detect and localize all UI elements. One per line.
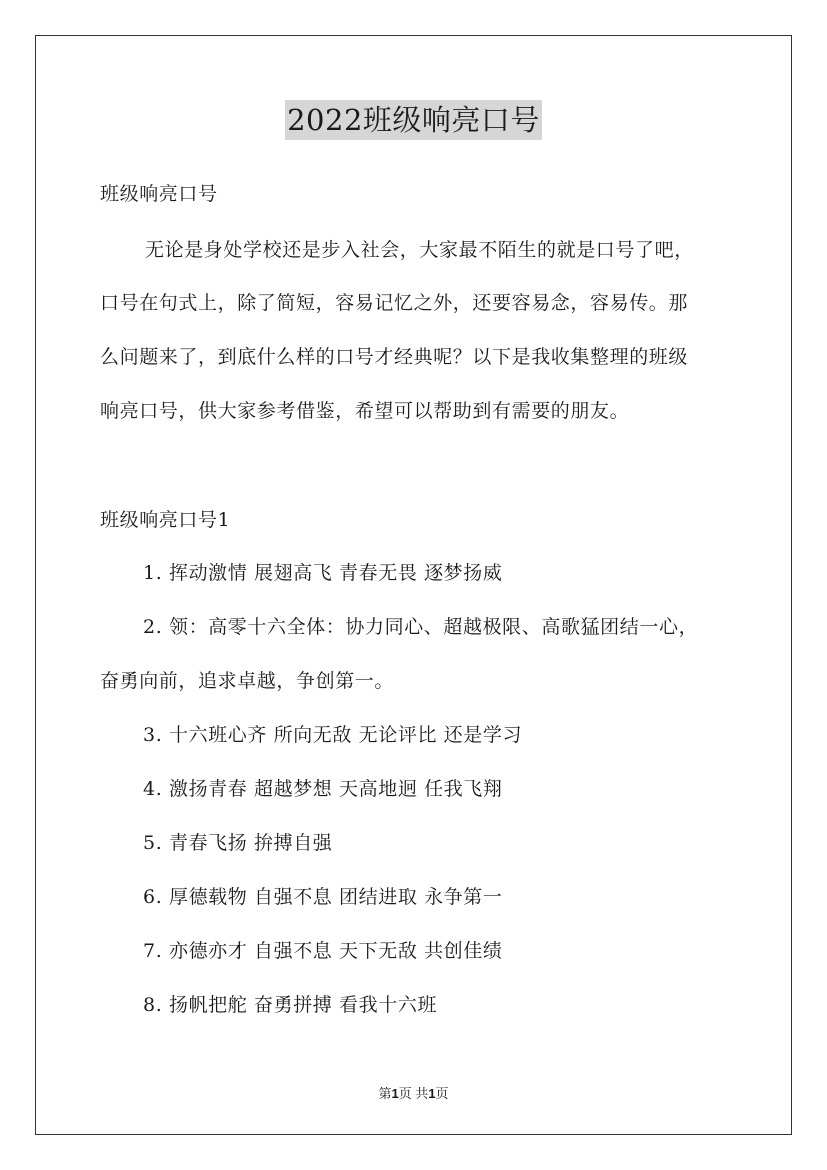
intro-line-4: 响亮口号，供大家参考借鉴，希望可以帮助到有需要的朋友。	[100, 400, 630, 422]
footer-mid: 页 共	[398, 1086, 429, 1101]
heading: 班级响亮口号	[100, 183, 218, 205]
section-heading: 班级响亮口号1	[100, 509, 231, 531]
footer-suffix: 页	[435, 1086, 449, 1101]
slogan-item-3: 3. 十六班心齐 所向无敌 无论评比 还是学习	[143, 724, 523, 746]
intro-line-1: 无论是身处学校还是步入社会，大家最不陌生的就是口号了吧，	[145, 239, 694, 261]
intro-line-3: 么问题来了，到底什么样的口号才经典呢？以下是我收集整理的班级	[100, 346, 689, 368]
slogan-item-1: 1. 挥动激情 展翅高飞 青春无畏 逐梦扬威	[143, 562, 503, 584]
slogan-item-8: 8. 扬帆把舵 奋勇拼搏 看我十六班	[143, 994, 438, 1016]
slogan-item-2-cont: 奋勇向前，追求卓越，争创第一。	[100, 670, 395, 692]
footer-page-num: 1	[391, 1086, 399, 1101]
title-container	[0, 100, 827, 140]
document-title: 2022班级响亮口号	[285, 100, 542, 140]
slogan-item-5: 5. 青春飞扬 拚搏自强	[143, 832, 333, 854]
intro-line-2: 口号在句式上，除了简短，容易记忆之外，还要容易念，容易传。那	[100, 292, 689, 314]
footer-page-total: 1	[428, 1086, 436, 1101]
slogan-item-6: 6. 厚德载物 自强不息 团结进取 永争第一	[143, 886, 503, 908]
footer-prefix: 第	[378, 1086, 392, 1101]
slogan-item-4: 4. 激扬青春 超越梦想 天高地迥 任我飞翔	[143, 778, 503, 800]
slogan-item-7: 7. 亦德亦才 自强不息 天下无敌 共创佳绩	[143, 940, 503, 962]
slogan-item-2: 2. 领：高零十六全体：协力同心、超越极限、高歌猛团结一心，	[143, 616, 699, 638]
page-footer	[0, 1083, 827, 1102]
